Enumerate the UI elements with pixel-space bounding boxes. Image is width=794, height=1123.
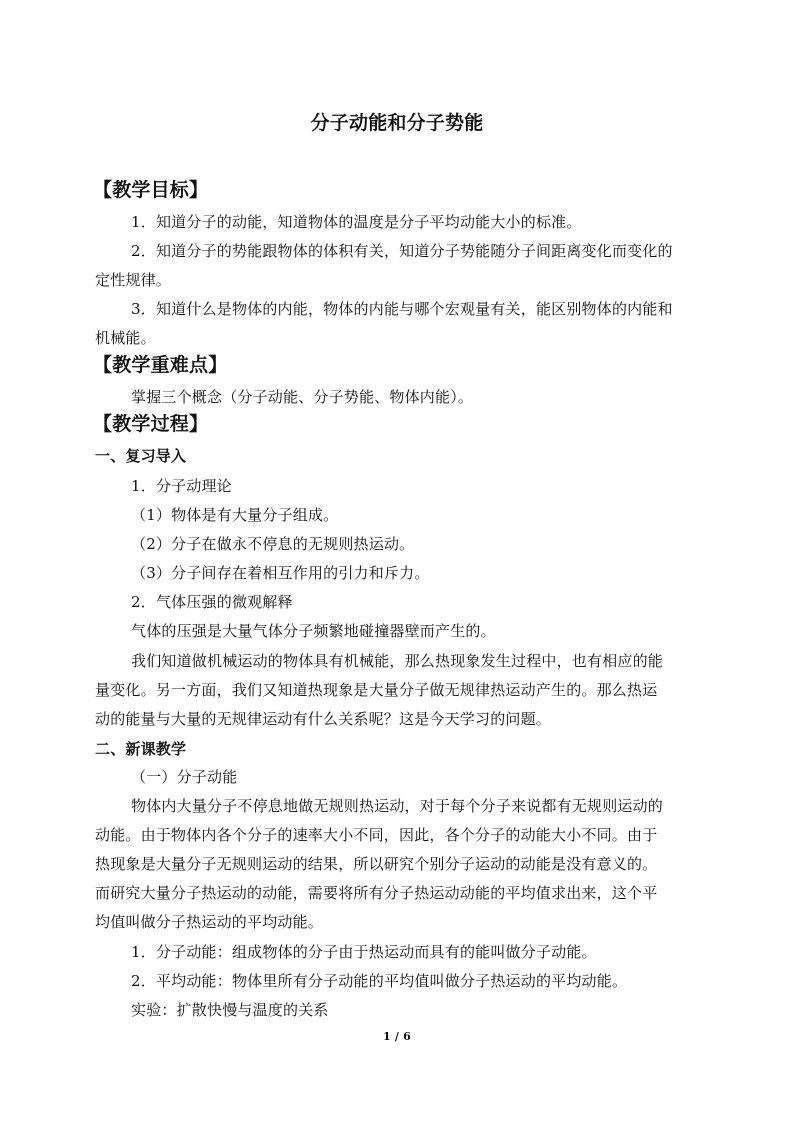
review-line: （2）分子在做永不停息的无规则热运动。 bbox=[131, 535, 415, 553]
review-paragraph-line: 量变化。另一方面，我们又知道热现象是大量分子做无规律热运动产生的。那么热运 bbox=[95, 681, 658, 699]
heading-process: 【教学过程】 bbox=[93, 413, 209, 435]
lesson-paragraph-line: 物体内大量分子不停息地做无规则热运动，对于每个分子来说都有无规则运动的 bbox=[131, 797, 664, 815]
review-line: 气体的压强是大量气体分子频繁地碰撞器壁而产生的。 bbox=[131, 622, 496, 640]
page-number: 1 / 6 bbox=[383, 1030, 411, 1043]
goal-line: 定性规律。 bbox=[95, 271, 172, 289]
key-points-text: 掌握三个概念（分子动能、分子势能、物体内能）。 bbox=[131, 388, 474, 406]
review-line: （1）物体是有大量分子组成。 bbox=[131, 506, 339, 524]
lesson-paragraph-line: 热现象是大量分子无规则运动的结果，所以研究个别分子运动的动能是没有意义的。 bbox=[95, 855, 658, 873]
goal-line: 机械能。 bbox=[95, 329, 156, 347]
heading-key-points: 【教学重难点】 bbox=[93, 354, 228, 376]
lesson-paragraph-line: 动能。由于物体内各个分子的速率大小不同，因此，各个分子的动能大小不同。由于 bbox=[95, 826, 658, 844]
heading-section-new-lesson: 二、新课教学 bbox=[95, 740, 187, 758]
heading-goals: 【教学目标】 bbox=[93, 179, 209, 201]
review-line: 2．气体压强的微观解释 bbox=[131, 593, 293, 611]
definition-line: 1．分子动能：组成物体的分子由于热运动而具有的能叫做分子动能。 bbox=[131, 943, 597, 961]
lesson-paragraph-line: 均值叫做分子热运动的平均动能。 bbox=[95, 913, 324, 931]
subheading-kinetic-energy: （一）分子动能 bbox=[131, 768, 238, 786]
lesson-paragraph-line: 而研究大量分子热运动的动能，需要将所有分子热运动动能的平均值求出来，这个平 bbox=[95, 884, 658, 902]
heading-section-review: 一、复习导入 bbox=[95, 447, 187, 465]
review-paragraph-line: 动的能量与大量的无规律运动有什么关系呢？这是今天学习的问题。 bbox=[95, 710, 552, 728]
review-line: （3）分子间存在着相互作用的引力和斥力。 bbox=[131, 564, 430, 582]
page-title: 分子动能和分子势能 bbox=[310, 112, 484, 134]
review-line: 1．分子动理论 bbox=[131, 477, 232, 495]
goal-line: 2．知道分子的势能跟物体的体积有关，知道分子势能随分子间距离变化而变化的 bbox=[131, 242, 673, 260]
definition-line: 2．平均动能：物体里所有分子动能的平均值叫做分子热运动的平均动能。 bbox=[131, 972, 628, 990]
experiment-line: 实验：扩散快慢与温度的关系 bbox=[131, 1001, 329, 1019]
goal-line: 1．知道分子的动能，知道物体的温度是分子平均动能大小的标准。 bbox=[131, 213, 582, 231]
review-paragraph-line: 我们知道做机械运动的物体具有机械能，那么热现象发生过程中，也有相应的能 bbox=[131, 652, 664, 670]
goal-line: 3．知道什么是物体的内能，物体的内能与哪个宏观量有关，能区别物体的内能和 bbox=[131, 300, 673, 318]
